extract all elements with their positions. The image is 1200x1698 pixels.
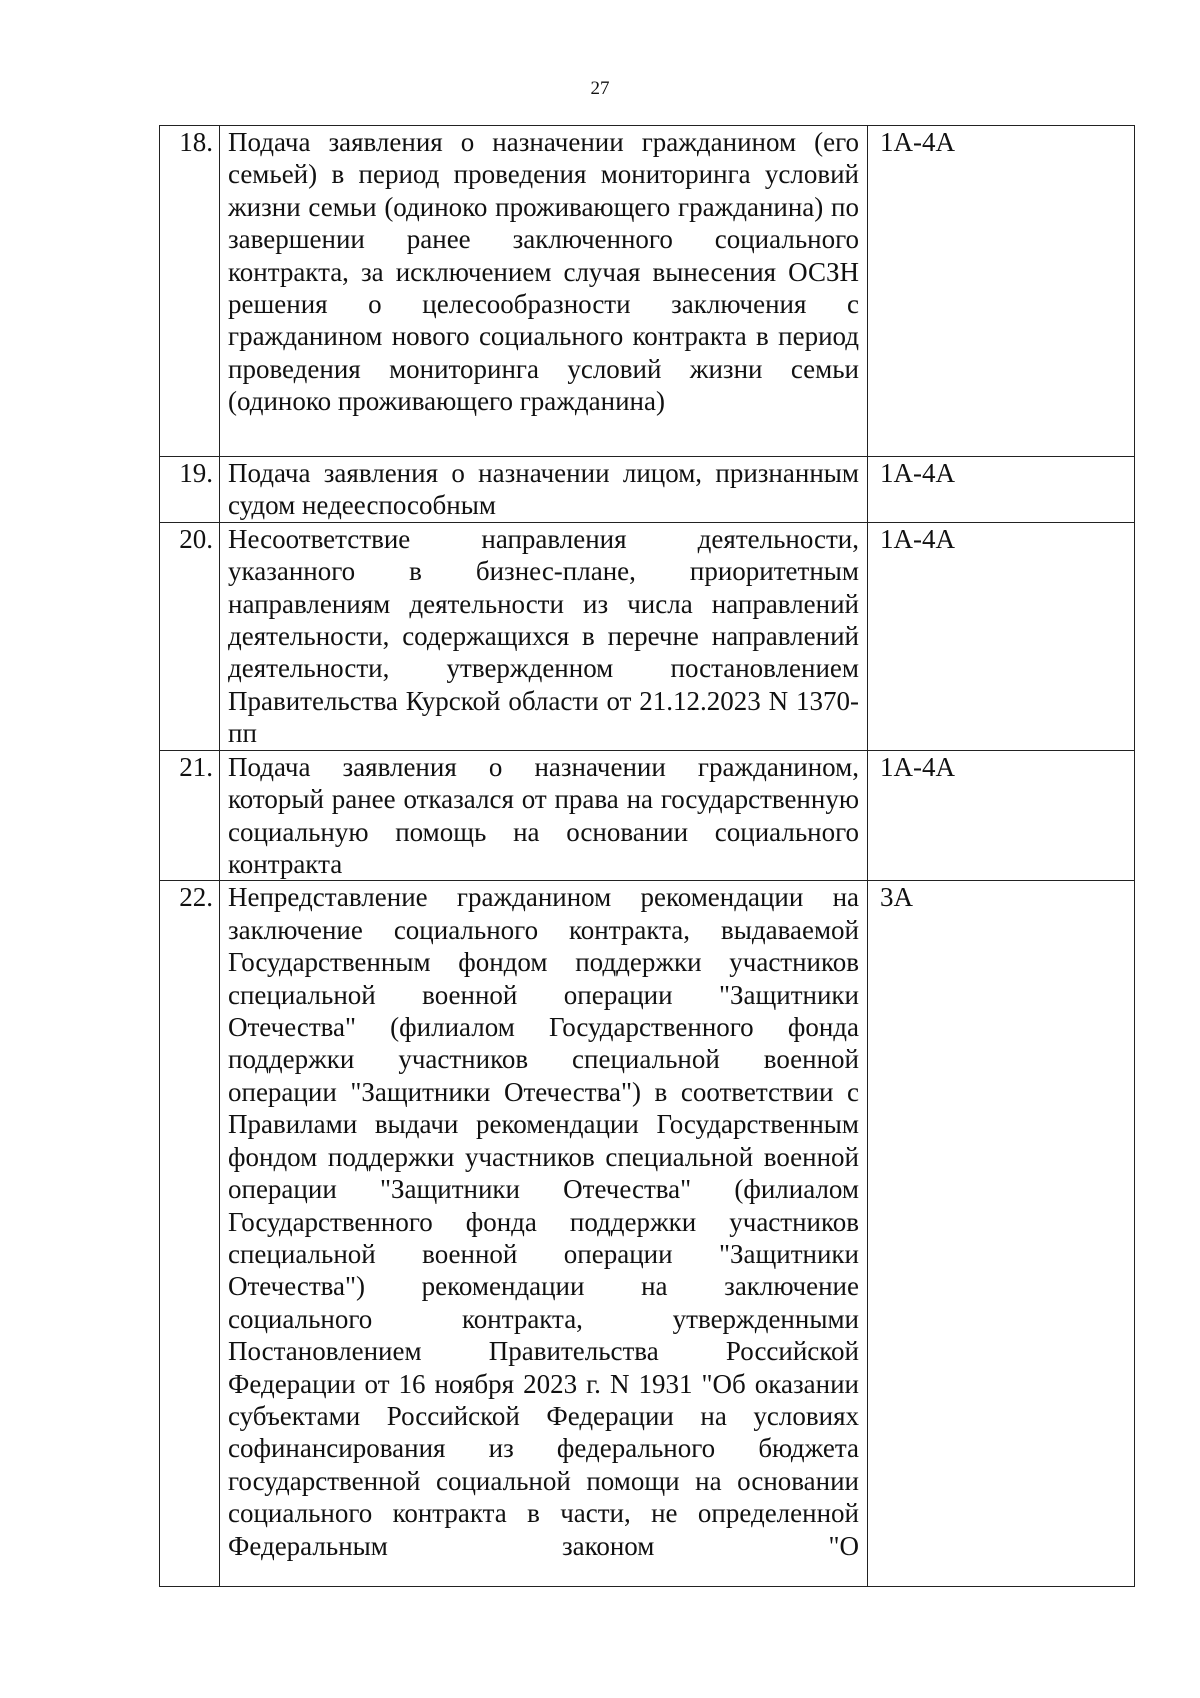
row-number: 22.	[160, 881, 220, 1587]
row-text: Подача заявления о назначении гражданином (его семьей) в период проведения мониторинга условий жизни семьи (одиноко проживающего гражданина) по завершении ранее заключенного социального контракта, за исключением случая вынесения ОСЗН решения о целесообразности заключения с гражданином нового социального контракта в период проведения мониторинга условий жизни семьи (одиноко проживающего гражданина)	[220, 126, 868, 457]
row-text: Подача заявления о назначении гражданином, который ранее отказался от права на государственную социальную помощь на основании социального контракта	[220, 750, 868, 881]
table-row	[160, 457, 1135, 523]
row-text: Несоответствие направления деятельности, указанного в бизнес-плане, приоритетным направлениям деятельности из числа направлений деятельности, содержащихся в перечне направлений деятельности, утвержденном постановлением Правительства Курской области от 21.12.2023 N 1370-пп	[220, 522, 868, 750]
row-code: 1А-4А	[868, 457, 1135, 523]
row-code: 1А-4А	[868, 522, 1135, 750]
row-number: 18.	[160, 126, 220, 457]
row-code: 3А	[868, 881, 1135, 1587]
row-number: 20.	[160, 522, 220, 750]
row-number: 21.	[160, 750, 220, 881]
row-text: Подача заявления о назначении лицом, признанным судом недееспособным	[220, 457, 868, 523]
row-text: Непредставление гражданином рекомендации на заключение социального контракта, выдаваемой Государственным фондом поддержки участников специальной военной операции "Защитники Отечества" (филиалом Государственного фонда поддержки участников специальной военной операции "Защитники Отечества") в соответствии с Правилами выдачи рекомендации Государственным фондом поддержки участников специальной военной операции "Защитники Отечества" (филиалом Государственного фонда поддержки участников специальной военной операции "Защитники Отечества") рекомендации на заключение социального контракта, утвержденными Постановлением Правительства Российской Федерации от 16 ноября 2023 г. N 1931 "Об оказании субъектами Российской Федерации на условиях софинансирования из федерального бюджета государственной социальной помощи на основании социального контракта в части, не определенной Федеральным законом "О	[220, 881, 868, 1587]
table-row	[160, 750, 1135, 881]
table-row	[160, 522, 1135, 750]
table-row	[160, 126, 1135, 457]
row-code: 1А-4А	[868, 750, 1135, 881]
row-number: 19.	[160, 457, 220, 523]
table-row	[160, 881, 1135, 1587]
page-number: 27	[590, 78, 610, 99]
row-code: 1А-4А	[868, 126, 1135, 457]
grounds-table	[159, 125, 1135, 1587]
